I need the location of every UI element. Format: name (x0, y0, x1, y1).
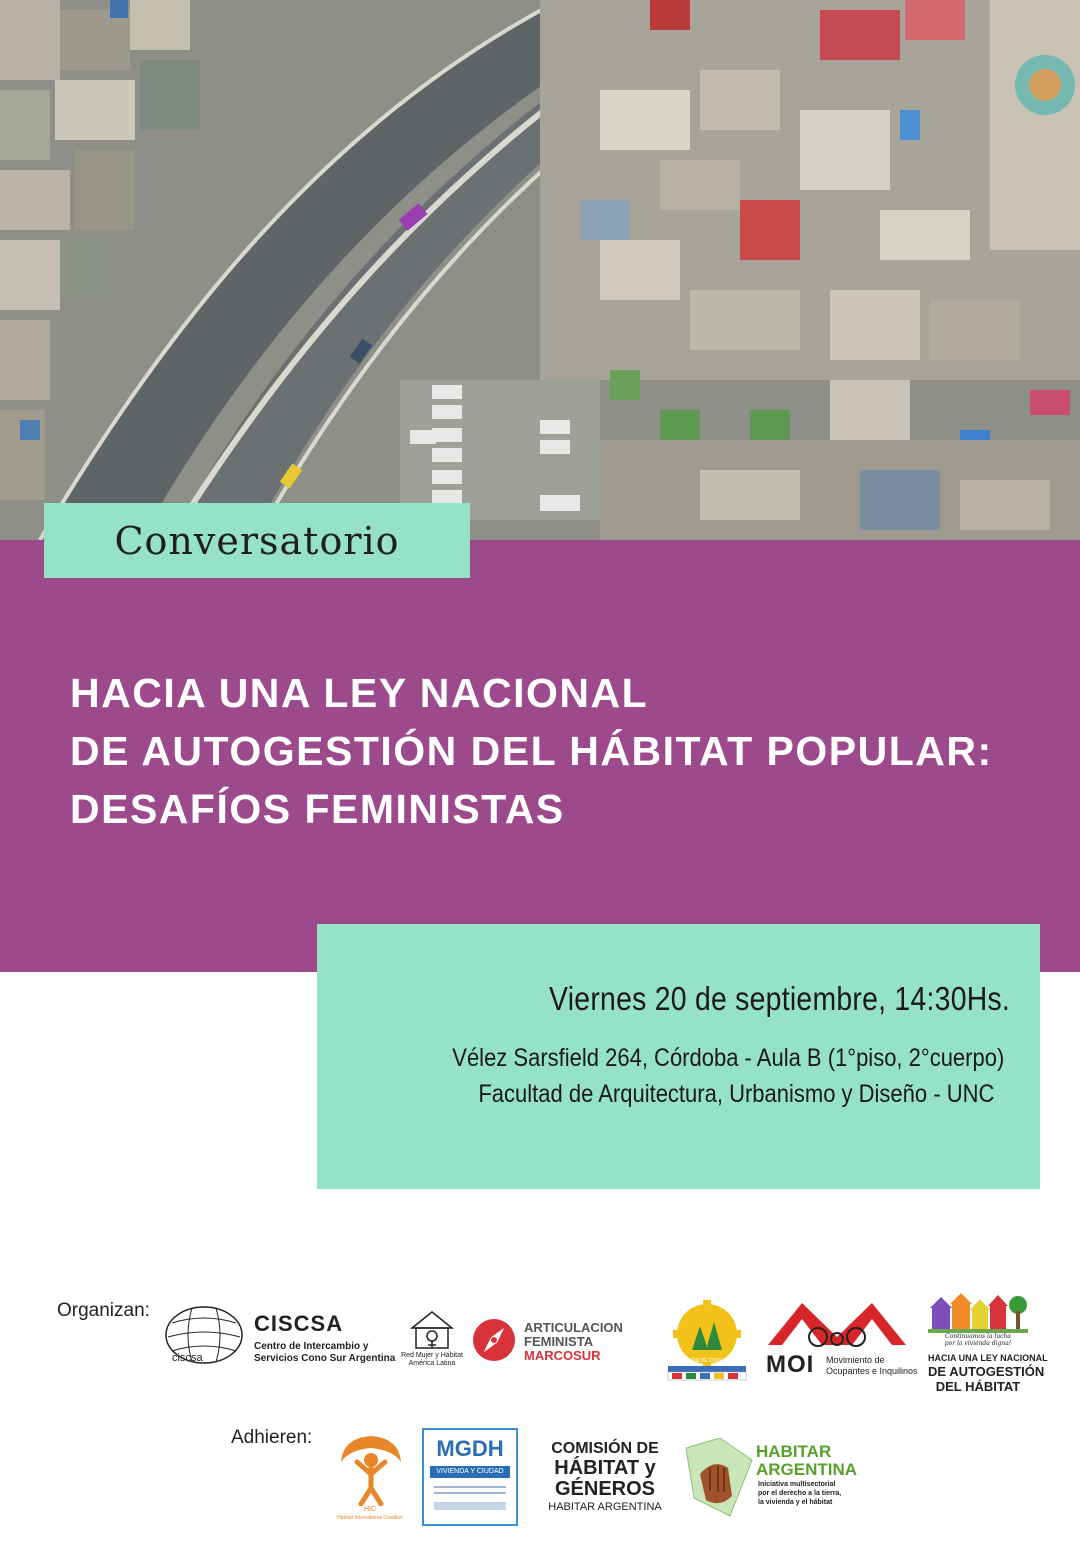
comision-line-2: HÁBITAT y (554, 1457, 656, 1479)
afm-line-2: FEMINISTA (524, 1334, 594, 1349)
mgdh-rule-1 (434, 1486, 506, 1488)
ciscsa-name: CISCSA (254, 1311, 344, 1336)
moi-line-1: Movimiento de (826, 1355, 885, 1365)
afm-line-1: ARTICULACION (524, 1320, 623, 1335)
habitar-line-1: HABITAR (756, 1442, 832, 1461)
adherents-label: Adhieren: (231, 1427, 313, 1448)
moi-logo (762, 1297, 918, 1379)
red-mujer-caption-1: Red Mujer y Hábitat (401, 1352, 463, 1359)
ley-line-3: DEL HÁBITAT (935, 1379, 1021, 1394)
event-venue: Facultad de Arquitectura, Urbanismo y Diseño - UNC (478, 1080, 994, 1108)
habitar-line-5: la vivienda y el hábitat (758, 1499, 833, 1506)
hic-acronym: HIC (363, 1506, 377, 1513)
ley-nacional-campaign-logo (928, 1291, 1048, 1397)
aerial-city-image (0, 0, 1080, 540)
ciscsa-globe-icon (162, 1305, 246, 1367)
federacion-gear-icon (664, 1300, 750, 1382)
moi-line-2: Ocupantes e Inquilinos (826, 1366, 918, 1376)
ley-line-1: HACIA UNA LEY NACIONAL (928, 1353, 1048, 1363)
comision-habitat-generos-logo (538, 1440, 672, 1520)
aerial-photo (0, 0, 1080, 540)
comision-line-4: HABITAR ARGENTINA (548, 1501, 662, 1513)
mgdh-acronym: MGDH (436, 1436, 504, 1461)
ley-slogan-1: Continuamos la lucha (945, 1333, 1011, 1340)
mgdh-subtitle: VIVIENDA Y CIUDAD (436, 1468, 504, 1475)
habitar-line-2: ARGENTINA (756, 1460, 858, 1479)
svg-text:ciscsa: ciscsa (172, 1352, 203, 1364)
headline-line-2: DE AUTOGESTIÓN DEL HÁBITAT POPULAR: (70, 728, 993, 774)
moi-roof-icon (764, 1297, 910, 1349)
event-info-box (317, 924, 1040, 1189)
headline-line-3: DESAFÍOS FEMINISTAS (70, 786, 565, 832)
mgdh-partners-strip (434, 1502, 506, 1510)
event-headline (70, 664, 1060, 838)
event-type-tag (44, 503, 470, 578)
ley-line-2: DE AUTOGESTIÓN (928, 1364, 1045, 1379)
ciscsa-subtitle-1: Centro de Intercambio y (254, 1341, 369, 1352)
ley-slogan-2: por la vivienda digna! (944, 1340, 1012, 1347)
hic-logo (328, 1432, 412, 1524)
mgdh-rule-2 (434, 1492, 506, 1494)
afm-logo (472, 1316, 642, 1364)
event-type-label: Conversatorio (114, 518, 400, 563)
headline-line-1: HACIA UNA LEY NACIONAL (70, 670, 649, 716)
hic-name: Habitat International Coalition (337, 1515, 403, 1521)
habitar-hands-map-icon (680, 1438, 756, 1518)
event-address: Vélez Sarsfield 264, Córdoba - Aula B (1°piso, 2°cuerpo) (451, 1044, 1004, 1072)
afm-compass-icon (472, 1318, 516, 1362)
habitar-line-3: Iniciativa multisectorial (758, 1481, 836, 1488)
red-mujer-habitat-logo (398, 1310, 466, 1368)
habitar-line-4: por el derecho a la tierra, (758, 1490, 842, 1497)
red-mujer-caption-2: América Latina (408, 1360, 456, 1367)
federacion-cooperativas-logo (664, 1300, 750, 1382)
event-date: Viernes 20 de septiembre, 14:30Hs. (548, 980, 1010, 1017)
ciscsa-logo (162, 1305, 402, 1371)
federacion-caption: FEDERACIÓN DE COOPERATIVAS (666, 1358, 748, 1364)
hic-tree-figure-icon (333, 1432, 407, 1506)
mgdh-subtitle-bar (430, 1466, 510, 1478)
comision-line-3: GÉNEROS (554, 1478, 656, 1500)
colorful-houses-icon (928, 1291, 1028, 1335)
comision-line-1: COMISIÓN DE (551, 1440, 659, 1457)
organizers-label: Organizan: (57, 1300, 150, 1321)
red-mujer-house-icon (408, 1310, 456, 1350)
afm-line-3: MARCOSUR (524, 1348, 601, 1363)
mgdh-logo (422, 1428, 518, 1526)
moi-acronym: MOI (766, 1351, 815, 1378)
habitar-argentina-logo (680, 1438, 858, 1518)
ciscsa-subtitle-2: Servicios Cono Sur Argentina (254, 1353, 396, 1364)
